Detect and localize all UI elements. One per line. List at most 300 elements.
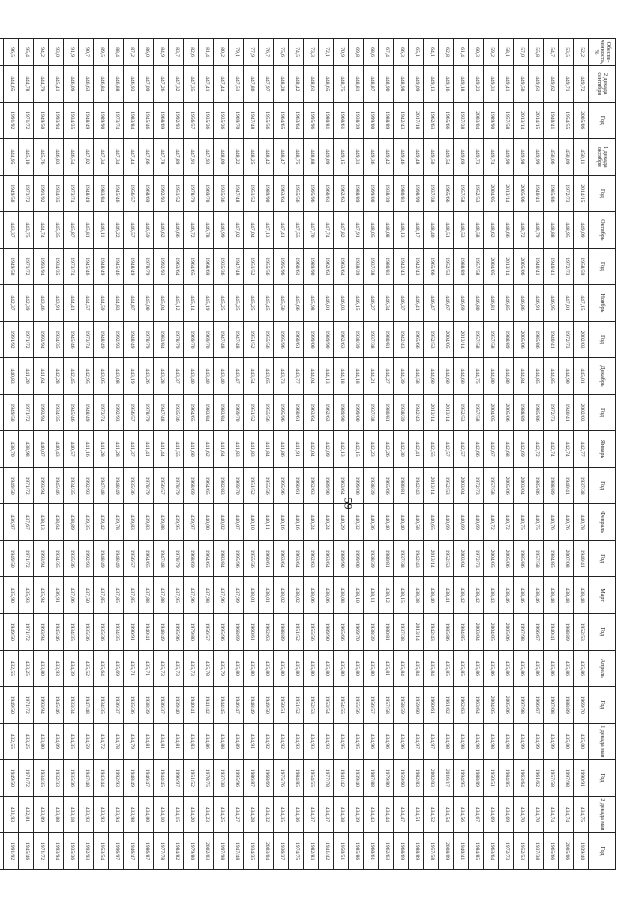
column-header: Январь — [589, 431, 616, 468]
table-cell: 2005/06 — [574, 102, 589, 139]
table-cell: 2005/06 — [514, 321, 529, 358]
table-cell: 1945/46 — [139, 102, 154, 139]
table-cell: 1988/89 — [544, 467, 559, 504]
table-cell: 87,2 — [124, 39, 139, 66]
table-cell — [0, 613, 4, 650]
table-cell: 1935/36 — [64, 540, 79, 577]
table-cell: 1988/89 — [379, 102, 394, 139]
table-cell: 434,98 — [499, 723, 514, 760]
column-header: Ноябрь — [589, 285, 616, 322]
table-cell: 2002/03 — [199, 833, 214, 870]
table-cell: 445,98 — [304, 285, 319, 322]
table-cell: 1991/92 — [4, 833, 19, 870]
table-cell: 2013/14 — [514, 102, 529, 139]
table-cell: 1938/39 — [379, 175, 394, 212]
table-cell: 447,44 — [214, 66, 229, 103]
table-cell: 442,57 — [439, 431, 454, 468]
table-cell: 434,28 — [244, 796, 259, 833]
table-cell: 435,52 — [79, 650, 94, 687]
table-cell: 2004/05 — [484, 687, 499, 724]
table-cell: 1944/45 — [214, 687, 229, 724]
table-cell: 445,35 — [49, 212, 64, 249]
table-cell: 1999/00 — [364, 175, 379, 212]
table-cell: 79,1 — [229, 39, 244, 66]
table-cell: 1992/93 — [154, 175, 169, 212]
table-cell: 450,11 — [574, 139, 589, 176]
table-cell: 441,84 — [259, 431, 274, 468]
table-cell: 437,98 — [199, 577, 214, 614]
table-cell: 1934/35 — [49, 540, 64, 577]
table-cell: 446,66 — [169, 212, 184, 249]
table-cell: 435,80 — [334, 650, 349, 687]
table-cell: 1980/81 — [394, 467, 409, 504]
table-cell: 438,02 — [274, 577, 289, 614]
table-cell: 435,86 — [559, 650, 574, 687]
table-cell: 446,41 — [409, 285, 424, 322]
table-cell: 1988/89 — [499, 321, 514, 358]
table-cell: 1965/66 — [439, 175, 454, 212]
table-cell: 448,40 — [424, 212, 439, 249]
table-cell: 1941/42 — [319, 833, 334, 870]
table-cell: 1972/73 — [559, 248, 574, 285]
table-cell: 434,70 — [514, 796, 529, 833]
table-cell: 80,2 — [214, 39, 229, 66]
table-cell: 442,45 — [64, 358, 79, 395]
table-cell: 438,89 — [64, 504, 79, 541]
table-cell: 1963/64 — [304, 394, 319, 431]
table-cell: 1968/69 — [229, 613, 244, 650]
table-cell: 1951/52 — [244, 394, 259, 431]
table-cell: 448,28 — [274, 66, 289, 103]
column-header: 1 декада октября — [589, 139, 616, 176]
table-cell: 1984/85 — [454, 613, 469, 650]
table-cell — [0, 540, 4, 577]
table-cell: 1984/85 — [499, 760, 514, 797]
table-cell: 445,25 — [244, 285, 259, 322]
table-cell: 66,3 — [394, 39, 409, 66]
table-cell: 440,11 — [259, 504, 274, 541]
table-cell: 1940/41 — [529, 175, 544, 212]
table-cell: 435,85 — [439, 650, 454, 687]
table-cell: 82,6 — [184, 39, 199, 66]
table-cell: 1948/49 — [79, 175, 94, 212]
table-cell: 1939/40 — [349, 760, 364, 797]
table-cell: 1980/81 — [379, 248, 394, 285]
table-cell: 1993/94 — [34, 687, 49, 724]
table-cell: 1995/96 — [274, 467, 289, 504]
table-cell: 1971/72 — [19, 394, 34, 431]
table-cell: 1952/53 — [439, 467, 454, 504]
column-header: Апрель — [589, 650, 616, 687]
table-cell: 1997/98 — [559, 760, 574, 797]
table-cell — [0, 175, 4, 212]
table-row — [49, 39, 64, 870]
table-cell: 433,25 — [19, 650, 34, 687]
table-cell: 434,20 — [184, 796, 199, 833]
table-cell: 448,08 — [379, 212, 394, 249]
water-level-table — [0, 38, 616, 870]
table-row — [379, 39, 394, 870]
table-cell: 435,93 — [19, 577, 34, 614]
table-cell: 1960/61 — [289, 394, 304, 431]
table-cell: 1974/75 — [289, 833, 304, 870]
table-row — [469, 39, 484, 870]
table-cell: 1934/35 — [49, 394, 64, 431]
table-cell: 448,09 — [214, 139, 229, 176]
table-cell: 449,16 — [439, 66, 454, 103]
table-cell: 449,90 — [499, 139, 514, 176]
table-cell: 1963/64 — [469, 687, 484, 724]
table-cell: 1988/89 — [559, 687, 574, 724]
table-cell: 1964/65 — [184, 248, 199, 285]
table-cell: 1986/87 — [139, 833, 154, 870]
table-row — [214, 39, 229, 870]
table-cell: 1948/49 — [79, 102, 94, 139]
table-cell: 1982/83 — [214, 467, 229, 504]
table-cell: 441,64 — [34, 358, 49, 395]
table-cell: 434,44 — [379, 796, 394, 833]
table-cell: 1957/58 — [544, 760, 559, 797]
table-cell: 448,88 — [544, 212, 559, 249]
table-cell: 2017/18 — [409, 102, 424, 139]
table-cell: 444,74 — [34, 212, 49, 249]
table-cell: 440,75 — [529, 504, 544, 541]
table-cell: 1966/67 — [529, 687, 544, 724]
table-cell: 1989/90 — [319, 613, 334, 650]
table-cell: 1938/39 — [364, 613, 379, 650]
table-cell: 1934/35 — [49, 175, 64, 212]
table-cell: 1940/41 — [544, 248, 559, 285]
table-cell: 440,24 — [319, 504, 334, 541]
table-cell: 1971/72 — [19, 467, 34, 504]
table-cell: 434,39 — [349, 796, 364, 833]
table-cell: 438,01 — [244, 577, 259, 614]
table-cell: 445,25 — [229, 285, 244, 322]
table-cell: 439,97 — [184, 504, 199, 541]
table-cell: 1938/39 — [349, 321, 364, 358]
table-cell: 1965/66 — [424, 248, 439, 285]
table-cell: 444,59 — [94, 285, 109, 322]
table-cell: 1937/38 — [574, 467, 589, 504]
table-cell: 1996/97 — [169, 760, 184, 797]
table-cell: 440,83 — [4, 358, 19, 395]
table-cell: 1934/35 — [94, 687, 109, 724]
table-cell: 1984/85 — [544, 540, 559, 577]
table-cell: 2014/15 — [574, 175, 589, 212]
table-cell: 1948/49 — [124, 248, 139, 285]
table-cell: 434,88 — [214, 723, 229, 760]
column-header: Октябрь — [589, 212, 616, 249]
table-cell: 435,69 — [109, 650, 124, 687]
table-cell: 446,27 — [364, 285, 379, 322]
table-cell: 446,99 — [214, 212, 229, 249]
table-cell: 444,75 — [469, 358, 484, 395]
table-cell: 438,46 — [499, 577, 514, 614]
table-row — [244, 39, 259, 870]
table-cell: 447,93 — [199, 139, 214, 176]
table-cell: 1947/48 — [94, 467, 109, 504]
table-cell: 1995/96 — [214, 613, 229, 650]
table-cell: 448,79 — [529, 212, 544, 249]
table-cell: 435,73 — [184, 650, 199, 687]
table-cell: 1971/72 — [19, 613, 34, 650]
table-cell: 1955/56 — [259, 467, 274, 504]
table-cell: 438,48 — [544, 577, 559, 614]
table-cell: 1993/94 — [34, 540, 49, 577]
table-cell: 447,13 — [259, 212, 274, 249]
table-row — [169, 39, 184, 870]
table-cell: 449,73 — [469, 139, 484, 176]
table-cell: 1949/50 — [4, 248, 19, 285]
table-cell: 1935/36 — [64, 760, 79, 797]
table-cell: 1971/72 — [34, 833, 49, 870]
table-cell: 83,7 — [169, 39, 184, 66]
table-cell: 447,15 — [574, 285, 589, 322]
table-cell: 1995/96 — [274, 394, 289, 431]
column-header: Год — [589, 102, 616, 139]
table-cell: 1952/53 — [304, 687, 319, 724]
table-cell: 435,78 — [199, 650, 214, 687]
table-cell: 434,43 — [364, 796, 379, 833]
table-cell: 72,1 — [319, 39, 334, 66]
table-cell: 437,50 — [79, 577, 94, 614]
table-cell: 435,86 — [499, 650, 514, 687]
table-cell: 1965/66 — [544, 833, 559, 870]
table-cell: 443,91 — [49, 285, 64, 322]
table-cell: 1965/66 — [334, 613, 349, 650]
table-cell: 434,98 — [469, 723, 484, 760]
column-header: 1 декада мая — [589, 723, 616, 760]
table-cell: 1995/96 — [274, 321, 289, 358]
table-cell: 449,13 — [424, 66, 439, 103]
table-cell: 446,47 — [424, 285, 439, 322]
table-cell: 1962/63 — [454, 687, 469, 724]
table-cell: 437,95 — [169, 577, 184, 614]
table-cell: 2016/17 — [439, 760, 454, 797]
table-cell: 447,91 — [349, 212, 364, 249]
table-cell: 438,43 — [484, 577, 499, 614]
table-cell: 443,05 — [94, 358, 109, 395]
table-cell: 2005/06 — [514, 248, 529, 285]
table-cell: 437,88 — [139, 577, 154, 614]
table-cell: 1948/49 — [154, 613, 169, 650]
table-cell: 1946/47 — [229, 687, 244, 724]
table-cell: 1945/46 — [79, 248, 94, 285]
table-cell: 1963/64 — [274, 540, 289, 577]
table-cell: 1947/48 — [154, 394, 169, 431]
table-cell: 1951/52 — [244, 248, 259, 285]
table-cell: 439,35 — [79, 504, 94, 541]
table-cell: 1989/90 — [484, 102, 499, 139]
table-row — [334, 39, 349, 870]
table-cell: 447,82 — [334, 212, 349, 249]
table-cell: 1951/52 — [244, 321, 259, 358]
column-header: Март — [589, 577, 616, 614]
table-cell: 440,76 — [544, 504, 559, 541]
table-cell: 2003/04 — [454, 540, 469, 577]
table-cell: 1969/70 — [199, 175, 214, 212]
table-cell: 1972/73 — [544, 394, 559, 431]
table-cell: 444,58 — [409, 358, 424, 395]
table-cell: 442,26 — [379, 431, 394, 468]
table-cell: 2005/06 — [499, 540, 514, 577]
table-cell: 1947/48 — [244, 102, 259, 139]
table-cell: 440,43 — [49, 431, 64, 468]
table-cell: 441,16 — [79, 431, 94, 468]
table-cell: 444,39 — [394, 358, 409, 395]
table-cell: 1935/36 — [94, 613, 109, 650]
table-cell: 448,98 — [394, 66, 409, 103]
table-cell: 1992/93 — [109, 760, 124, 797]
table-cell: 2002/03 — [574, 394, 589, 431]
table-cell: 434,23 — [199, 796, 214, 833]
table-cell: 1988/89 — [274, 613, 289, 650]
table-cell: 440,32 — [349, 504, 364, 541]
table-cell: 448,66 — [499, 212, 514, 249]
table-cell: 1995/96 — [169, 613, 184, 650]
table-row — [514, 39, 529, 870]
table-cell: 90,7 — [79, 39, 94, 66]
table-cell: 437,67 — [19, 504, 34, 541]
table-cell: 434,95 — [334, 723, 349, 760]
table-cell: 440,57 — [64, 431, 79, 468]
table-cell: 447,01 — [559, 285, 574, 322]
table-cell: 437,85 — [124, 577, 139, 614]
column-header: 2 декада мая — [589, 796, 616, 833]
table-cell: 441,62 — [199, 431, 214, 468]
table-cell: 1945/46 — [19, 833, 34, 870]
table-cell: 1993/94 — [34, 613, 49, 650]
table-cell: 1956/57 — [199, 613, 214, 650]
table-cell: 1959/60 — [409, 687, 424, 724]
table-cell: 1965/66 — [439, 102, 454, 139]
table-cell: 1986/87 — [244, 760, 259, 797]
table-cell: 449,15 — [334, 139, 349, 176]
table-cell: 446,88 — [109, 66, 124, 103]
table-cell: 446,03 — [49, 139, 64, 176]
table-cell: 447,09 — [139, 66, 154, 103]
table-cell: 60,3 — [469, 39, 484, 66]
table-cell: 1964/65 — [199, 540, 214, 577]
table-cell: 434,92 — [259, 723, 274, 760]
table-cell: 448,05 — [364, 212, 379, 249]
table-cell: 447,41 — [274, 212, 289, 249]
table-cell: 1940/41 — [184, 687, 199, 724]
table-row — [259, 39, 274, 870]
table-cell: 1956/57 — [124, 175, 139, 212]
table-cell: 1973/74 — [109, 102, 124, 139]
table-cell: 1942/43 — [394, 102, 409, 139]
table-cell: 449,50 — [514, 66, 529, 103]
table-cell: 446,59 — [139, 212, 154, 249]
table-cell: 1949/50 — [4, 687, 19, 724]
table-cell: 440,72 — [484, 504, 499, 541]
table-cell: 2005/06 — [499, 467, 514, 504]
table-cell: 1988/89 — [454, 248, 469, 285]
table-cell: 1955/56 — [259, 248, 274, 285]
table-cell: 1955/56 — [259, 394, 274, 431]
table-cell: 446,54 — [64, 139, 79, 176]
table-cell: 1988/89 — [559, 613, 574, 650]
table-cell: 435,79 — [214, 650, 229, 687]
table-cell: 434,96 — [379, 723, 394, 760]
table-cell — [0, 504, 4, 541]
table-cell: 434,15 — [169, 796, 184, 833]
table-cell: 1985/86 — [529, 321, 544, 358]
table-cell: 1949/50 — [4, 175, 19, 212]
table-cell: 434,99 — [544, 723, 559, 760]
table-cell: 438,11 — [364, 577, 379, 614]
table-cell: 445,04 — [154, 285, 169, 322]
table-cell: 444,80 — [499, 358, 514, 395]
table-cell: 1939/40 — [169, 687, 184, 724]
table-cell: 1934/35 — [64, 467, 79, 504]
table-cell: 438,48 — [574, 577, 589, 614]
table-cell: 1960/61 — [259, 540, 274, 577]
table-cell: 435,80 — [244, 650, 259, 687]
table-cell: 1947/48 — [229, 248, 244, 285]
table-cell: 441,20 — [19, 358, 34, 395]
table-row — [394, 39, 409, 870]
table-cell: 1985/86 — [439, 613, 454, 650]
table-cell: 435,86 — [469, 650, 484, 687]
table-cell: 1968/69 — [139, 175, 154, 212]
table-cell: 446,22 — [109, 212, 124, 249]
table-cell: 1989/90 — [304, 248, 319, 285]
table-cell: 1972/73 — [469, 540, 484, 577]
table-cell: 443,54 — [244, 358, 259, 395]
table-cell: 1964/65 — [184, 394, 199, 431]
table-cell: 1952/53 — [439, 248, 454, 285]
table-cell: 447,91 — [184, 139, 199, 176]
table-cell: 450,06 — [544, 139, 559, 176]
table-cell: 435,84 — [424, 650, 439, 687]
table-cell — [0, 431, 4, 468]
table-cell: 435,64 — [94, 650, 109, 687]
table-cell: 1963/64 — [514, 760, 529, 797]
table-cell: 434,10 — [154, 796, 169, 833]
table-cell: 447,34 — [94, 139, 109, 176]
table-cell — [0, 687, 4, 724]
table-cell: 2013/14 — [424, 540, 439, 577]
table-cell: 449,09 — [319, 139, 334, 176]
table-cell: 448,75 — [334, 66, 349, 103]
table-cell: 448,42 — [259, 139, 274, 176]
table-cell: 448,88 — [304, 139, 319, 176]
page-number: 59 — [341, 497, 356, 510]
table-cell: 1980/81 — [379, 613, 394, 650]
table-cell: 1993/94 — [49, 102, 64, 139]
table-cell: 1948/49 — [124, 321, 139, 358]
table-cell: 448,62 — [484, 212, 499, 249]
table-cell: 1989/90 — [334, 540, 349, 577]
table-cell: 1936/37 — [274, 833, 289, 870]
table-cell: 1971/72 — [19, 321, 34, 358]
table-cell: 75,6 — [274, 39, 289, 66]
table-cell: 438,38 — [409, 577, 424, 614]
table-cell: 432,01 — [19, 796, 34, 833]
table-cell: 1942/43 — [394, 248, 409, 285]
table-cell: 434,32 — [259, 796, 274, 833]
table-cell: 442,30 — [394, 431, 409, 468]
table-row — [574, 39, 589, 870]
table-cell: 442,77 — [574, 431, 589, 468]
table-cell: 442,68 — [499, 431, 514, 468]
table-cell: 439,83 — [139, 504, 154, 541]
table-cell: 442,09 — [319, 431, 334, 468]
table-cell: 438,64 — [49, 504, 64, 541]
table-row — [364, 39, 379, 870]
